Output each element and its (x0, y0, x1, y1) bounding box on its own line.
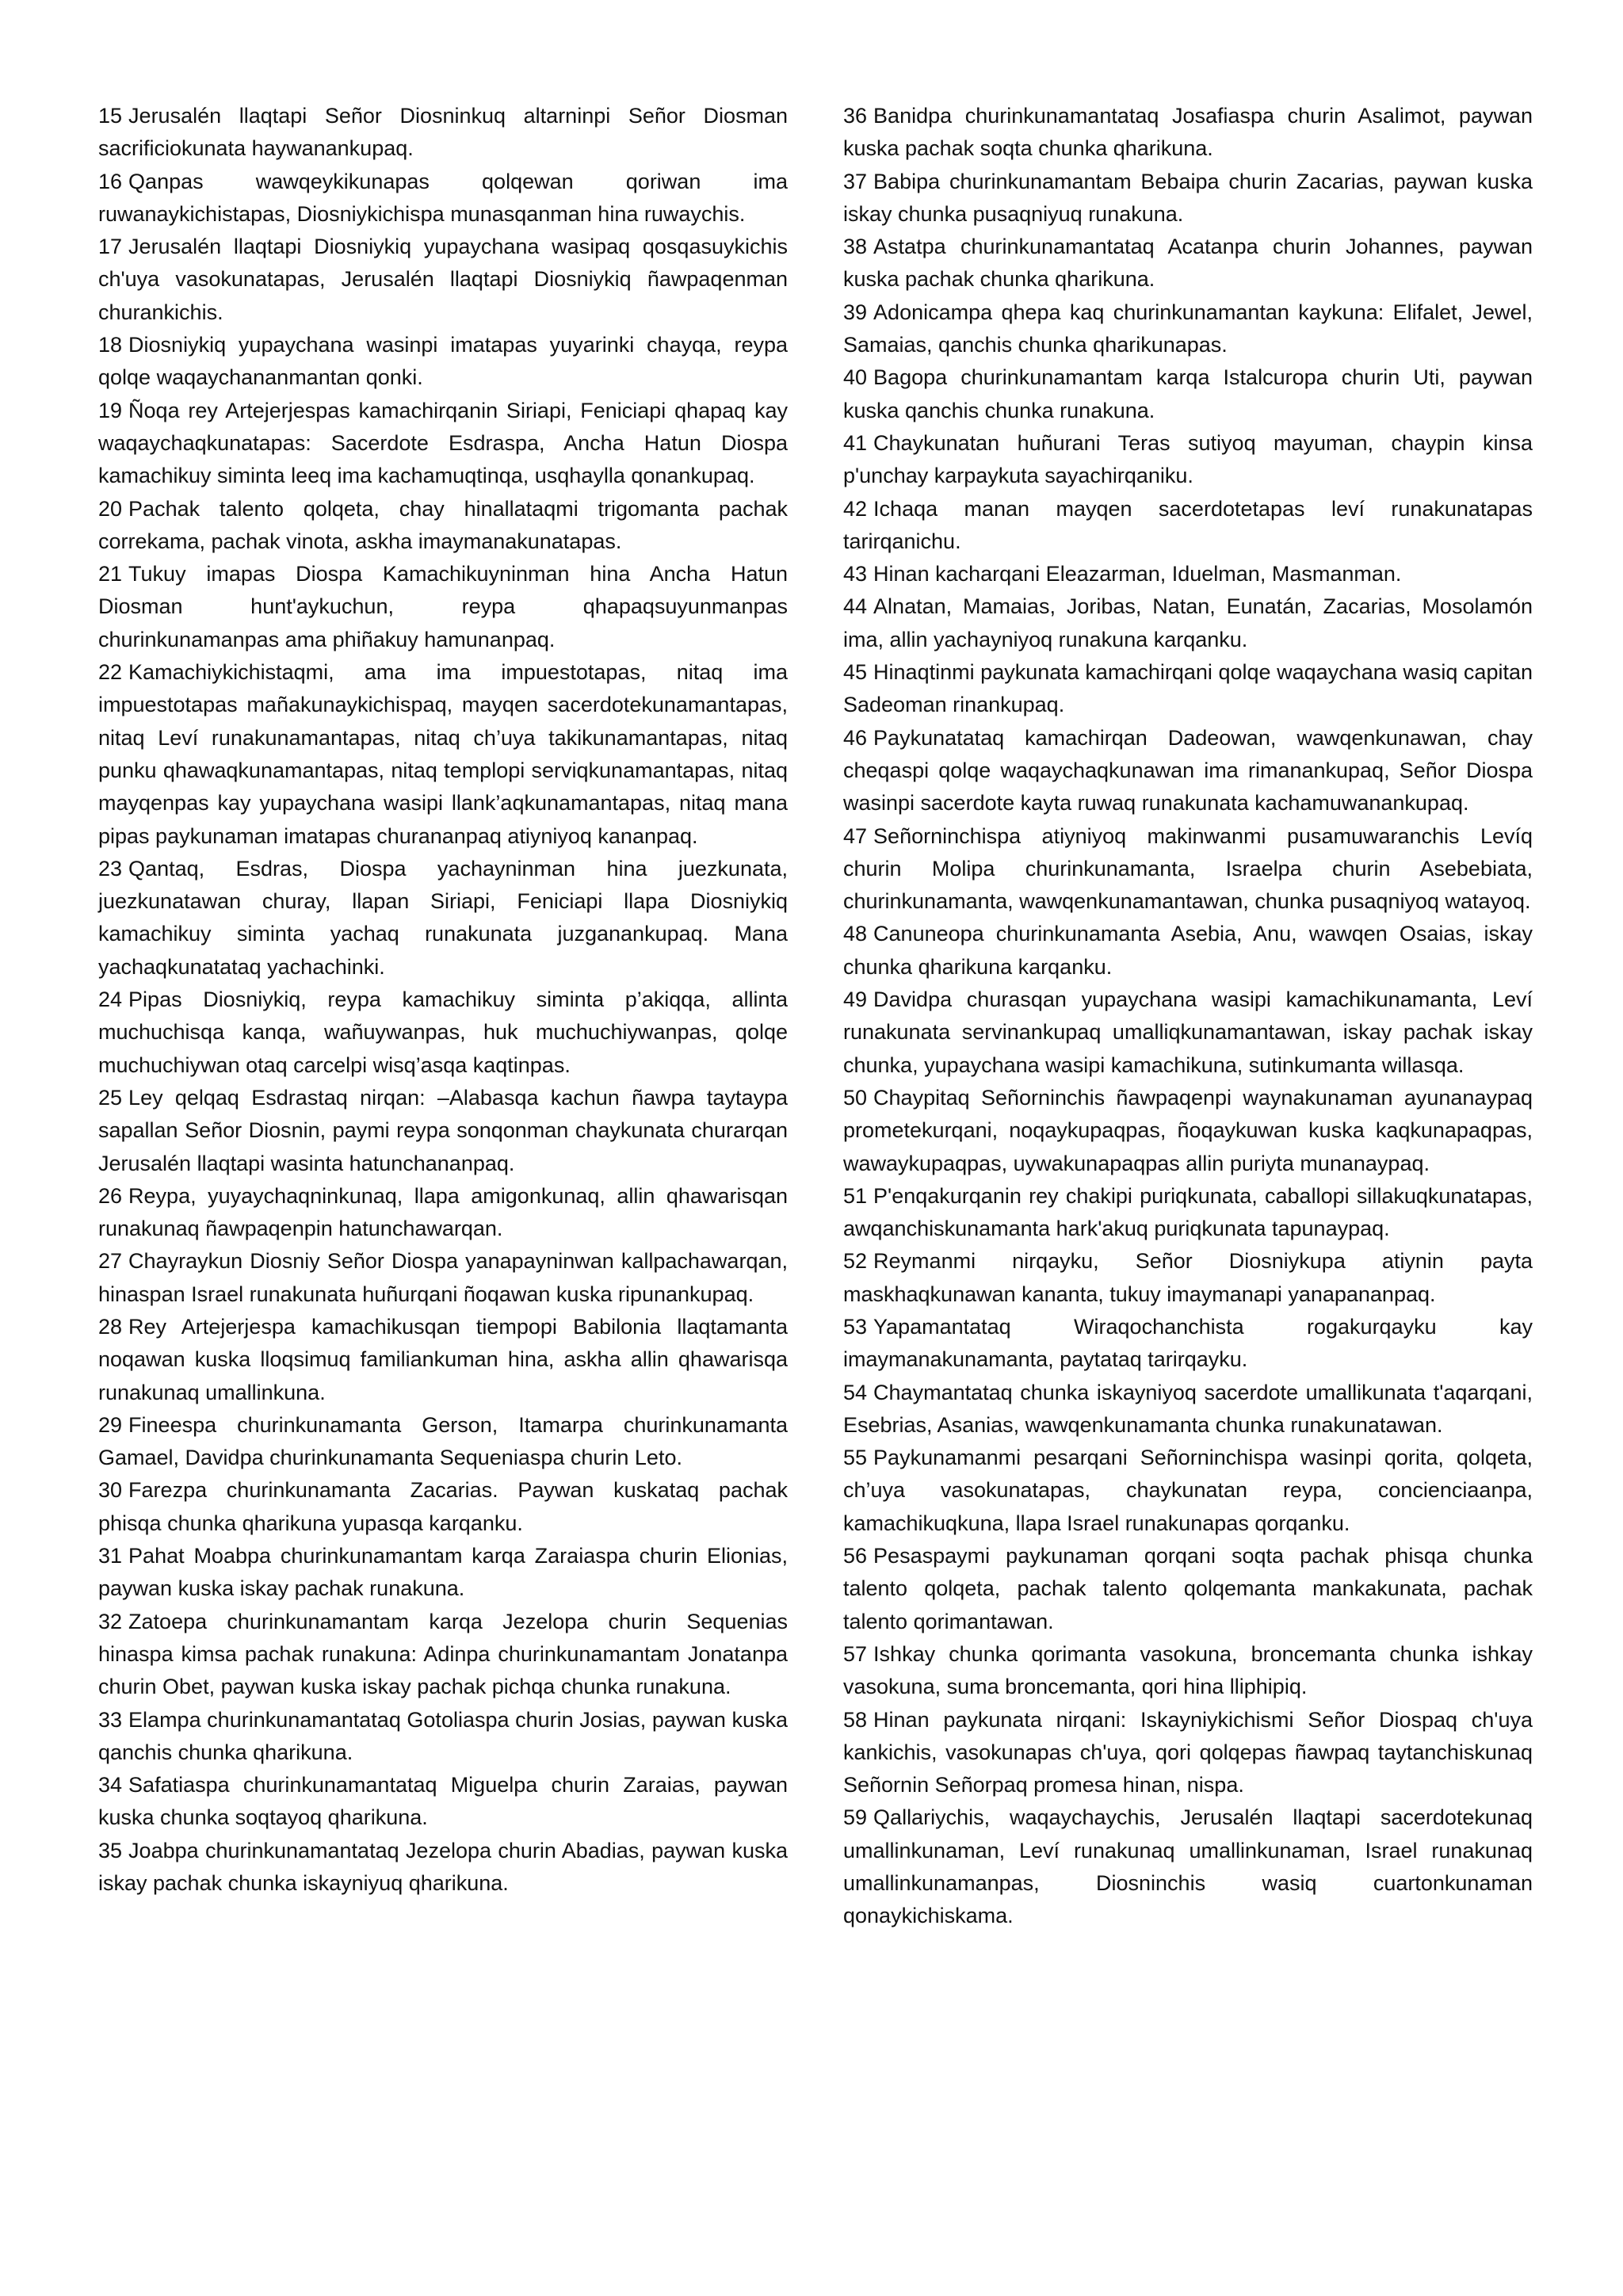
verse-text: Ñoqa rey Artejerjespas kamachirqanin Siriapi, Feniciapi qhapaq kay waqaychaqkunatapas: Sacerdote Esdraspa, Ancha Hatun Diospa kamachikuy siminta leeq ima kachamuqtinqa, usqhaylla qonankupaq. (98, 398, 788, 488)
verse-paragraph (843, 1245, 1533, 1311)
verse-number: 31 (98, 1544, 123, 1568)
left-text-column (98, 100, 788, 1900)
verse-number: 15 (98, 104, 123, 128)
verse-text: Tukuy imapas Diospa Kamachikuyninman hina Ancha Hatun Diosman hunt'aykuchun, reypa qhapaqsuyunmanpas churinkunamanpas ama phiñakuy hamunanpaq. (98, 562, 788, 651)
verse-number: 45 (843, 660, 868, 685)
verse-paragraph (843, 427, 1533, 493)
verse-text: Paykunamanmi pesarqani Señorninchispa wasinpi qorita, qolqeta, ch’uya vasokunatapas, chaykunatan reypa, concienciaanpa, kamachikuqkuna, llapa Israel runakunapas qorqanku. (843, 1446, 1533, 1535)
verse-text: Alnatan, Mamaias, Joribas, Natan, Eunatán, Zacarias, Mosolamón ima, allin yachayniyoq runakuna karqanku. (843, 594, 1533, 651)
verse-paragraph (843, 984, 1533, 1082)
verse-number: 41 (843, 430, 868, 455)
verse-text: Pipas Diosniykiq, reypa kamachikuy siminta p’akiqqa, allinta muchuchisqa kanqa, wañuywanpas, huk muchuchiywanpas, qolqe muchuchiywan otaq carcelpi wisq’asqa kaqtinpas. (98, 988, 788, 1077)
verse-paragraph (843, 493, 1533, 559)
verse-paragraph (98, 558, 788, 656)
verse-text: Rey Artejerjespa kamachikusqan tiempopi Babilonia llaqtamanta noqawan kuska lloqsimuq familiankuman hina, askha allin qhawarisqa runakunaq umallinkuna. (98, 1314, 788, 1404)
verse-paragraph (843, 231, 1533, 296)
verse-paragraph (98, 166, 788, 231)
verse-paragraph (98, 1474, 788, 1540)
verse-number: 27 (98, 1249, 123, 1274)
verse-paragraph (843, 820, 1533, 919)
verse-number: 48 (843, 922, 868, 946)
verse-paragraph (843, 1377, 1533, 1442)
verse-number: 50 (843, 1085, 868, 1110)
verse-number: 30 (98, 1478, 123, 1503)
verse-text: Qanpas wawqeykikunapas qolqewan qoriwan ima ruwanaykichistapas, Diosniykichispa munasqanman hina ruwaychis. (98, 169, 788, 226)
verse-number: 54 (843, 1380, 868, 1404)
verse-number: 25 (98, 1085, 123, 1110)
verse-text: Ishkay chunka qorimanta vasokuna, broncemanta chunka ishkay vasokuna, suma broncemanta, qori hina lliphipiq. (843, 1641, 1533, 1699)
verse-number: 42 (843, 496, 868, 521)
verse-number: 44 (843, 594, 868, 619)
verse-number: 19 (98, 398, 123, 422)
verse-paragraph (843, 166, 1533, 231)
verse-number: 23 (98, 856, 123, 881)
verse-text: Banidpa churinkunamantataq Josafiaspa churin Asalimot, paywan kuska pachak soqta chunka qharikuna. (843, 104, 1533, 161)
verse-paragraph (98, 395, 788, 493)
verse-paragraph (843, 361, 1533, 427)
verse-text: Pesaspaymi paykunaman qorqani soqta pachak phisqa chunka talento qolqeta, pachak talento qolqemanta mankakunata, pachak talento qorimantawan. (843, 1544, 1533, 1633)
verse-number: 53 (843, 1314, 868, 1339)
verse-number: 21 (98, 562, 123, 586)
verse-number: 26 (98, 1183, 123, 1208)
verse-text: Jerusalén llaqtapi Diosniykiq yupaychana wasipaq qosqasuykichis ch'uya vasokunatapas, Jerusalén llaqtapi Diosniykiq ñawpaqenman churankichis. (98, 235, 788, 324)
verse-number: 43 (843, 562, 868, 586)
verse-paragraph (98, 1540, 788, 1606)
verse-paragraph (843, 1704, 1533, 1802)
verse-text: Pachak talento qolqeta, chay hinallataqmi trigomanta pachak correkama, pachak vinota, askha imaymanakunatapas. (98, 496, 788, 553)
verse-number: 36 (843, 104, 868, 128)
verse-text: Babipa churinkunamantam Bebaipa churin Zacarias, paywan kuska iskay chunka pusaqniyuq runakuna. (843, 169, 1533, 226)
verse-text: Paykunatataq kamachirqan Dadeowan, wawqenkunawan, chay cheqaspi qolqe waqaychaqkunawan ima rimanankupaq, Señor Diospa wasinpi sacerdote kayta ruwaq runakunata kachamuwanankupaq. (843, 725, 1533, 816)
verse-paragraph (98, 1311, 788, 1409)
verse-paragraph (98, 656, 788, 853)
verse-text: Chaykunatan huñurani Teras sutiyoq mayuman, chaypin kinsa p'unchay karpaykuta sayachirqaniku. (843, 430, 1533, 488)
verse-number: 51 (843, 1183, 868, 1208)
verse-number: 58 (843, 1707, 868, 1732)
verse-number: 20 (98, 496, 123, 521)
verse-paragraph (98, 329, 788, 395)
verse-number: 59 (843, 1805, 868, 1830)
verse-text: Davidpa churasqan yupaychana wasipi kamachikunamanta, Leví runakunata servinankupaq umalliqkunamantawan, iskay pachak iskay chunka, yupaychana wasipi kamachikuna, sutinkumanta willasqa. (843, 988, 1533, 1077)
verse-number: 38 (843, 235, 868, 259)
verse-number: 22 (98, 660, 123, 685)
verse-paragraph (843, 1638, 1533, 1704)
verse-text: Kamachiykichistaqmi, ama ima impuestotapas, nitaq ima impuestotapas mañakunaykichispaq, mayqen sacerdotekunamantapas, nitaq Leví runakunamantapas, nitaq ch’uya takikunamantapas, nitaq punku qhawaqkunamantapas, nitaq templopi serviqkunamantapas, nitaq mayqenpas kay yupaychana wasipi llank’aqkunamantapas, nitaq mana pipas paykunaman imatapas churananpaq atiyniyoq kananpaq. (98, 660, 788, 848)
verse-number: 18 (98, 333, 123, 357)
verse-text: Bagopa churinkunamantam karqa Istalcuropa churin Uti, paywan kuska qanchis chunka runakuna. (843, 365, 1533, 422)
verse-number: 56 (843, 1544, 868, 1568)
verse-paragraph (843, 296, 1533, 362)
verse-number: 52 (843, 1249, 868, 1274)
verse-paragraph (98, 853, 788, 984)
verse-number: 55 (843, 1446, 868, 1470)
verse-text: Yapamantataq Wiraqochanchista rogakurqayku kay imaymanakunamanta, paytataq tarirqayku. (843, 1314, 1533, 1372)
verse-number: 17 (98, 235, 123, 259)
verse-text: Astatpa churinkunamantataq Acatanpa churin Johannes, paywan kuska pachak chunka qharikuna. (843, 235, 1533, 292)
verse-paragraph (843, 918, 1533, 984)
verse-paragraph (98, 1704, 788, 1770)
verse-text: Señorninchispa atiyniyoq makinwanmi pusamuwaranchis Levíq churin Molipa churinkunamanta, Israelpa churin Asebebiata, churinkunamanta, wawqenkunamantawan, chunka pusaqniyoq watayoq. (843, 823, 1533, 914)
verse-text: Reypa, yuyaychaqninkunaq, llapa amigonkunaq, allin qhawarisqan runakunaq ñawpaqenpin hatunchawarqan. (98, 1183, 788, 1241)
verse-paragraph (843, 1311, 1533, 1377)
verse-paragraph (843, 100, 1533, 166)
right-text-column (843, 100, 1533, 1933)
verse-paragraph (98, 1245, 788, 1311)
verse-text: Chaypitaq Señorninchis ñawpaqenpi waynakunaman ayunanaypaq prometekurqani, noqaykupaqpas, ñoqaykuwan kuska kaqkunapaqpas, wawaykupaqpas, uywakunapaqpas allin puriyta munanaypaq. (843, 1085, 1533, 1175)
verse-number: 49 (843, 988, 868, 1012)
verse-number: 28 (98, 1314, 123, 1339)
verse-text: Farezpa churinkunamanta Zacarias. Paywan kuskataq pachak phisqa chunka qharikuna yupasqa karqanku. (98, 1478, 788, 1535)
verse-text: Hinan paykunata nirqani: Iskayniykichismi Señor Diospaq ch'uya kankichis, vasokunapas ch'uya, qori qolqepas ñawpaq taytanchiskunaq Señornin Señorpaq promesa hinan, nispa. (843, 1707, 1533, 1797)
verse-paragraph (98, 1606, 788, 1704)
verse-number: 34 (98, 1773, 123, 1797)
verse-paragraph (98, 1769, 788, 1835)
verse-number: 33 (98, 1707, 123, 1732)
verse-text: P'enqakurqanin rey chakipi puriqkunata, caballopi sillakuqkunatapas, awqanchiskunamanta hark'akuq puriqkunata tapunaypaq. (843, 1183, 1533, 1241)
verse-text: Fineespa churinkunamanta Gerson, Itamarpa churinkunamanta Gamael, Davidpa churinkunamanta Sequeniaspa churin Leto. (98, 1412, 788, 1470)
verse-paragraph (843, 1442, 1533, 1540)
verse-text: Ley qelqaq Esdrastaq nirqan: –Alabasqa kachun ñawpa taytaypa sapallan Señor Diosnin, paymi reypa sonqonman chaykunata churarqan Jerusalén llaqtapi wasinta hatunchananpaq. (98, 1085, 788, 1175)
verse-text: Ichaqa manan mayqen sacerdotetapas leví runakunatapas tarirqanichu. (843, 496, 1533, 553)
verse-number: 37 (843, 169, 868, 193)
verse-text: Qantaq, Esdras, Diospa yachayninman hina juezkunata, juezkunatawan churay, llapan Siriapi, Feniciapi llapa Diosniykiq kamachikuy siminta yachaq runakunata juzganankupaq. Mana yachaqkunatataq yachachinki. (98, 856, 788, 979)
verse-paragraph (843, 558, 1533, 590)
verse-number: 16 (98, 169, 123, 193)
verse-number: 46 (843, 725, 868, 750)
verse-text: Hinaqtinmi paykunata kamachirqani qolqe waqaychana wasiq capitan Sadeoman rinankupaq. (843, 660, 1533, 717)
verse-text: Safatiaspa churinkunamantataq Miguelpa churin Zaraias, paywan kuska chunka soqtayoq qharikuna. (98, 1773, 788, 1830)
verse-paragraph (98, 1180, 788, 1246)
verse-text: Jerusalén llaqtapi Señor Diosninkuq altarninpi Señor Diosman sacrificiokunata haywanankupaq. (98, 104, 788, 161)
verse-paragraph (98, 1082, 788, 1180)
verse-text: Qallariychis, waqaychaychis, Jerusalén llaqtapi sacerdotekunaq umallinkunaman, Leví runakunaq umallinkunaman, Israel runakunaq umallinkunamanpas, Diosninchis wasiq cuartonkunaman qonaykichiskama. (843, 1805, 1533, 1928)
verse-paragraph (843, 656, 1533, 722)
verse-paragraph (98, 1409, 788, 1475)
verse-text: Joabpa churinkunamantataq Jezelopa churin Abadias, paywan kuska iskay pachak chunka iskayniyuq qharikuna. (98, 1838, 788, 1896)
verse-number: 32 (98, 1609, 123, 1633)
verse-paragraph (843, 1540, 1533, 1638)
verse-paragraph (843, 1180, 1533, 1246)
verse-paragraph (98, 231, 788, 329)
verse-text: Diosniykiq yupaychana wasinpi imatapas yuyarinki chayqa, reypa qolqe waqaychananmantan qonki. (98, 333, 788, 390)
verse-text: Chayraykun Diosniy Señor Diospa yanapayninwan kallpachawarqan, hinaspan Israel runakunata huñurqani ñoqawan kuska ripunankupaq. (98, 1249, 788, 1306)
verse-text: Adonicampa qhepa kaq churinkunamantan kaykuna: Elifalet, Jewel, Samaias, qanchis chunka qharikunapas. (843, 300, 1533, 357)
verse-text: Chaymantataq chunka iskayniyoq sacerdote umallikunata t'aqarqani, Esebrias, Asanias, wawqenkunamanta chunka runakunatawan. (843, 1380, 1533, 1437)
verse-paragraph (98, 100, 788, 166)
verse-paragraph (98, 493, 788, 559)
verse-text: Elampa churinkunamantataq Gotoliaspa churin Josias, paywan kuska qanchis chunka qharikuna. (98, 1707, 788, 1764)
verse-number: 57 (843, 1641, 868, 1666)
verse-text: Reymanmi nirqayku, Señor Diosniykupa atiynin payta maskhaqkunawan kananta, tukuy imaymanapi yanapananpaq. (843, 1249, 1533, 1306)
verse-text: Pahat Moabpa churinkunamantam karqa Zaraiaspa churin Elionias, paywan kuska iskay pachak runakuna. (98, 1544, 788, 1601)
verse-number: 40 (843, 365, 868, 390)
verse-paragraph (98, 1835, 788, 1901)
verse-text: Hinan kacharqani Eleazarman, Iduelman, Masmanman. (873, 562, 1402, 586)
verse-paragraph (98, 984, 788, 1082)
verse-paragraph (843, 590, 1533, 656)
verse-number: 24 (98, 988, 123, 1012)
verse-text: Zatoepa churinkunamantam karqa Jezelopa churin Sequenias hinaspa kimsa pachak runakuna: Adinpa churinkunamantam Jonatanpa churin Obet, paywan kuska iskay pachak pichqa chunka runakuna. (98, 1609, 788, 1699)
verse-paragraph (843, 1082, 1533, 1180)
verse-paragraph (843, 1801, 1533, 1932)
verse-number: 39 (843, 300, 868, 324)
verse-number: 29 (98, 1412, 123, 1437)
verse-number: 47 (843, 823, 868, 848)
verse-number: 35 (98, 1838, 123, 1862)
verse-paragraph (843, 722, 1533, 820)
verse-text: Canuneopa churinkunamanta Asebia, Anu, wawqen Osaias, iskay chunka qharikuna karqanku. (843, 922, 1533, 979)
